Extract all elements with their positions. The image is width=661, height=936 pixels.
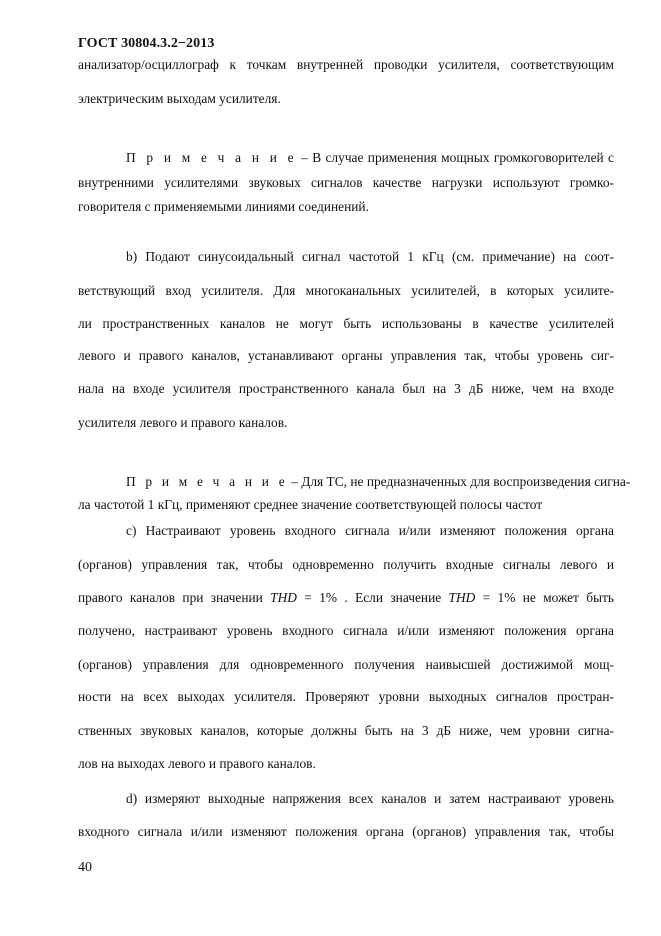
text-line-with-formula <box>78 589 614 607</box>
text-line: (органов) управления так, чтобы одновременно получить входные сигналы левого и <box>78 557 614 572</box>
note-first-line <box>126 149 614 167</box>
text-line: ности на всех выходах усилителя. Проверяют уровни выходных сигналов простран- <box>78 689 614 704</box>
text-line: ветствующий вход усилителя. Для многоканальных усилителей, в которых усилите- <box>78 283 614 298</box>
text-line: ла частотой 1 кГц, применяют среднее значение соответствующей полосы частот <box>78 497 543 512</box>
note-label: П р и м е ч а н и е <box>126 474 288 489</box>
text-line: ли пространственных каналов не могут быть использованы в качестве усилителей <box>78 316 614 331</box>
text-line: ственных звуковых каналов, которые должны быть на 3 дБ ниже, чем уровни сигна- <box>78 723 614 738</box>
text-line: усилителя левого и правого каналов. <box>78 415 288 430</box>
text-line: левого и правого каналов, устанавливают органы управления так, чтобы уровень сиг- <box>78 348 614 363</box>
text-line: внутренними усилителями звуковых сигналов качестве нагрузки используют громко- <box>78 175 614 190</box>
text-line: анализатор/осциллограф к точкам внутренней проводки усилителя, соответствующим <box>78 57 614 72</box>
note-label: П р и м е ч а н и е <box>126 150 297 165</box>
thd-symbol: THD <box>270 590 297 605</box>
text-span: = 1% не может быть <box>475 590 614 605</box>
text-line: c) Настраивают уровень входного сигнала и/или изменяют положения органа <box>126 523 614 538</box>
text-line: b) Подают синусоидальный сигнал частотой 1 кГц (см. примечание) на соот- <box>126 249 614 264</box>
document-header: ГОСТ 30804.3.2−2013 <box>78 36 215 51</box>
text-line: нала на входе усилителя пространственного канала был на 3 дБ ниже, чем на входе <box>78 381 614 396</box>
text-span: – В случае применения мощных громкоговорителей с <box>296 150 614 165</box>
text-line: лов на выходах левого и правого каналов. <box>78 756 316 771</box>
text-line: электрическим выходам усилителя. <box>78 91 281 106</box>
text-line: говорителя с применяемыми линиями соединений. <box>78 199 369 214</box>
text-line: входного сигнала и/или изменяют положения органа (органов) управления так, чтобы <box>78 824 614 839</box>
page-number: 40 <box>78 860 92 875</box>
text-line: d) измеряют выходные напряжения всех каналов и затем настраивают уровень <box>126 791 614 806</box>
text-span: правого каналов при значении <box>78 590 271 605</box>
text-span: = 1% . Если значение <box>296 590 449 605</box>
note-first-line <box>126 473 631 491</box>
text-line: получено, настраивают уровень входного сигнала и/или изменяют положения органа <box>78 623 614 638</box>
text-span: – Для ТС, не предназначенных для воспроизведения сигна- <box>287 474 631 489</box>
text-line: (органов) управления для одновременного получения наивысшей достижимой мощ- <box>78 657 614 672</box>
thd-symbol: THD <box>448 590 476 605</box>
